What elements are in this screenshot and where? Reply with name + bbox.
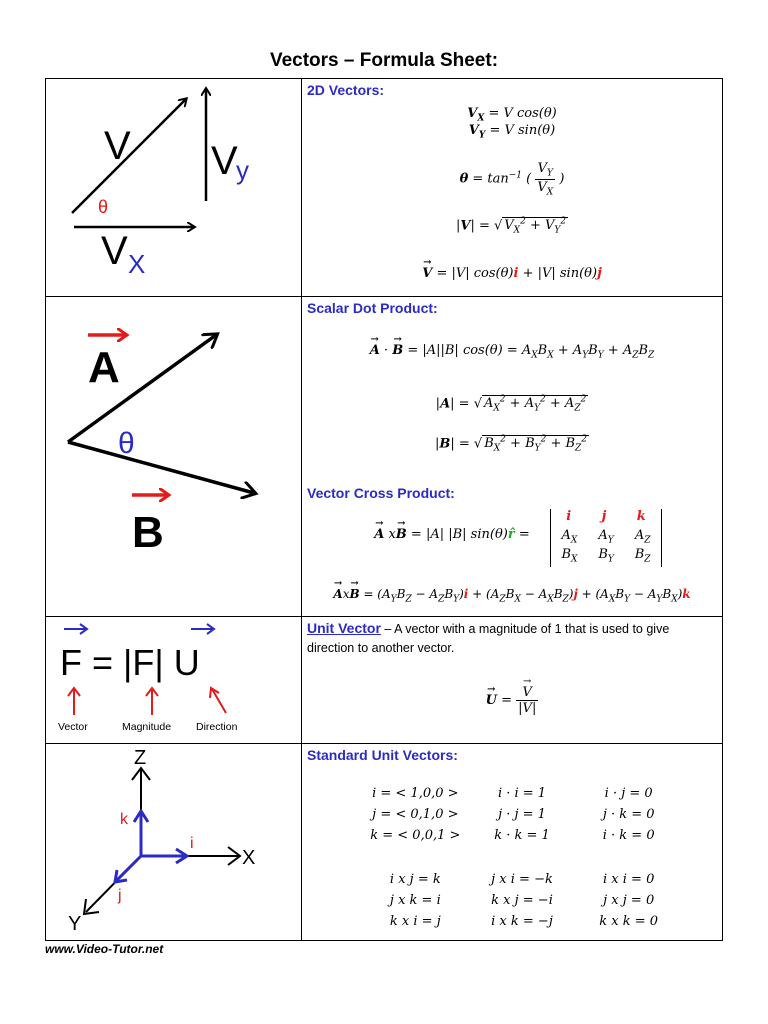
axis-label-x: X [242,847,256,869]
unit-vector-cross-table [362,872,682,935]
label-vector: Vector [58,721,88,733]
table-cell: k x k = 0 [599,914,659,929]
unit-vector-description [307,619,716,658]
table-cell: i x k = −j [491,914,553,929]
table-row [362,786,682,807]
text-dot-cross [302,297,723,617]
table-cell: k = < 0,0,1 > [370,828,461,843]
text-unit-vector [302,617,723,744]
label-vy: V [211,139,238,183]
table-cell: j · k = 0 [602,807,655,822]
label-a: A [88,343,120,392]
label-magnitude: Magnitude [122,721,172,733]
label-b: B [132,508,164,557]
unit-vector-dot-table [362,786,682,849]
page-title: Vectors – Formula Sheet: [269,50,499,71]
eq-vx: $V_X = V$ cos(θ) [467,106,557,124]
vector-b-line [68,442,254,493]
unit-vector-definition: – A vector with a magnitude of 1 that is used to give direction to another vector. [307,622,670,655]
axis-label-y: Y [68,913,82,935]
heading-dot-product: Scalar Dot Product: [307,300,438,316]
table-cell: j · j = 1 [498,807,546,822]
table-cell: j x i = −k [491,872,553,887]
heading-unit-vector: Unit Vector [307,620,381,636]
label-unit-formula: F = |F| U [60,642,200,683]
angle-between-vectors-diagram [46,297,301,612]
eq-cross-product: A → xB → = |A| |B| sin(θ)r̂ = [374,518,530,542]
table-row [362,893,682,914]
row-unit-vector [46,617,723,744]
vector-components-diagram [46,79,301,292]
unit-label-i: i [190,835,194,852]
eq-vector-form: V → = |V| cos(θ)i + |V| sin(θ)j [422,257,602,281]
table-cell: k x j = −i [491,893,553,908]
unit-vector-decomposition [46,617,301,739]
table-row [362,807,682,828]
label-v: V [104,124,131,168]
unit-label-k: k [120,811,128,828]
text-standard-unit-vectors [302,744,723,941]
table-row [362,914,682,935]
table-cell: i · j = 0 [604,786,653,801]
table-cell: i x j = k [389,872,441,887]
row-2d-vectors [46,79,723,297]
eq-theta: $\theta = \tan^{-1}$ ( $\frac{V_Y}{V_X}$ ) [459,161,565,198]
table-row [362,872,682,893]
table-cell: k x i = j [389,914,441,929]
unit-label-j: j [118,887,122,904]
eq-vy: $V_Y = V$ sin(θ) [468,123,556,141]
table-cell: i · i = 1 [497,786,547,801]
table-cell: i · k = 0 [602,828,655,843]
table-cell: j x k = i [389,893,441,908]
eq-magnitude-b: |B| = √ $B_X^2 + B_Y^2 + B_Z^2$ [434,435,588,454]
heading-cross-product: Vector Cross Product: [307,485,455,501]
eq-magnitude-a: |A| = √ $A_X^2 + A_Y^2 + A_Z^2$ [435,395,587,414]
xyz-axes-diagram [46,744,301,936]
diagram-angle-between [46,297,302,617]
eq-magnitude: |V| = √ $V_X^2 + V_Y^2$ [455,217,567,236]
label-vx: V [101,229,128,273]
label-theta-dot: θ [118,427,135,460]
table-cell: j = < 0,1,0 > [372,807,459,822]
axis-label-z: Z [134,747,147,769]
eq-dot-product: A → · B → = |A||B| $\cos(\theta) = A_XB_X + A_YB_Y + A_ZB_Z$ [369,334,655,361]
label-theta: θ [98,197,109,217]
row-standard-unit-vectors [46,744,723,941]
label-direction: Direction [196,721,238,733]
label-vy-sub: y [236,155,249,185]
diagram-axes [46,744,302,941]
footer-url: www.Video-Tutor.net [45,942,164,956]
text-2d-vectors [302,79,723,297]
determinant-matrix: i j k $A_X$ $A_Y$ $A_Z$ $B_X$ $B_Y$ $B_Z$ [550,509,662,567]
heading-standard-unit-vectors: Standard Unit Vectors: [307,747,458,763]
table-cell: j x j = 0 [603,893,655,908]
diagram-2d-vectors [46,79,302,297]
label-vx-sub: X [128,249,146,279]
table-row [362,828,682,849]
formula-table [45,78,723,941]
eq-cross-expanded: A → xB → = $(A_YB_Z - A_ZB_Y)i + (A_ZB_X - A_XB_Z)j + (A_XB_Y - A_YB_X)k$ [333,578,691,605]
heading-2d-vectors: 2D Vectors: [307,82,385,98]
eq-unit-vector: U → = V → |V| [485,676,537,716]
diagram-unit-vector [46,617,302,744]
table-cell: i x i = 0 [603,872,655,887]
table-cell: k · k = 1 [494,828,550,843]
table-cell: i = < 1,0,0 > [372,786,459,801]
row-dot-cross [46,297,723,617]
